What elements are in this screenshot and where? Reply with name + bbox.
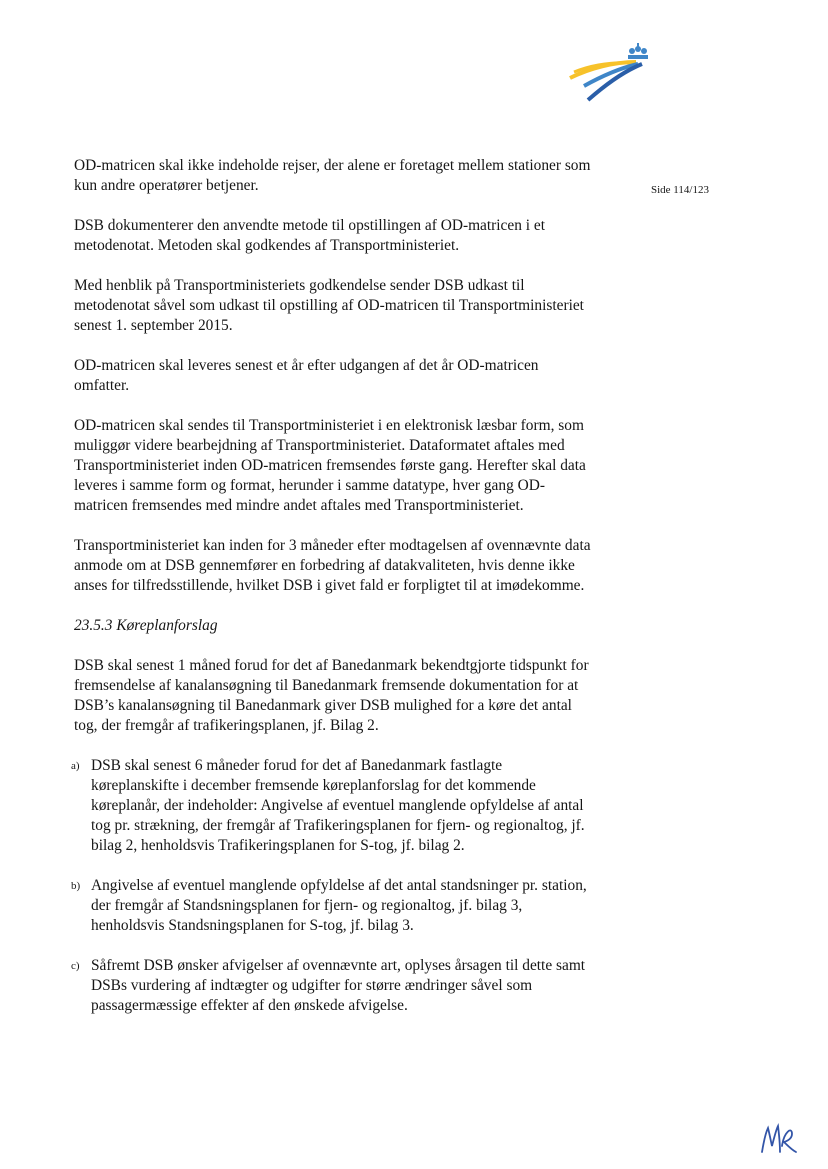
handwritten-initials-icon bbox=[758, 1116, 798, 1158]
paragraph: OD-matricen skal ikke indeholde rejser, der alene er foretaget mellem stationer som kun andre operatører betjener. bbox=[74, 157, 591, 194]
crown-stripes-logo-icon bbox=[566, 42, 654, 106]
paragraph: OD-matricen skal sendes til Transportministeriet i en elektronisk læsbar form, som muliggør videre bearbejdning af Transportministeriet. Dataformatet aftales med Transportministeriet inden OD-matricen fremsendes første gang. Herefter skal data leveres i samme form og format, herunder i samme datatype, hver gang OD-matricen fremsendes med mindre andet aftales med Transportministeriet. bbox=[74, 417, 586, 514]
list-item bbox=[71, 956, 594, 1016]
paragraph: OD-matricen skal leveres senest et år efter udgangen af det år OD-matricen omfatter. bbox=[74, 357, 539, 394]
paragraph: Transportministeriet kan inden for 3 måneder efter modtagelsen af ovennævnte data anmode om at DSB gennemfører en forbedring af datakvaliteten, hvis denne ikke anses for tilfredsstillende, hvilket DSB i givet fald er forpligtet til at imødekomme. bbox=[74, 537, 591, 594]
section-heading: 23.5.3 Køreplanforslag bbox=[74, 617, 218, 634]
list-marker: c) bbox=[71, 960, 80, 972]
list-marker: b) bbox=[71, 880, 81, 892]
paragraph: DSB dokumenterer den anvendte metode til opstillingen af OD-matricen i et metodenotat. Metoden skal godkendes af Transportministeriet. bbox=[74, 217, 545, 254]
document-body bbox=[71, 156, 594, 1036]
section-intro: DSB skal senest 1 måned forud for det af Banedanmark bekendtgjorte tidspunkt for fremsendelse af kanalansøgning til Banedanmark fremsende dokumentation for at DSB’s kanalansøgning til Banedanmark giver DSB mulighed for a køre det antal tog, der fremgår af trafikeringsplanen, jf. Bilag 2. bbox=[74, 657, 589, 734]
list-item-text: Angivelse af eventuel manglende opfyldelse af det antal standsninger pr. station, der fremgår af Standsningsplanen for fjern- og regionaltog, jf. bilag 3, henholdsvis Standsningsplanen for S-tog, jf. bilag 3. bbox=[91, 877, 587, 934]
list-item bbox=[71, 756, 594, 856]
list-marker: a) bbox=[71, 760, 80, 772]
paragraph: Med henblik på Transportministeriets godkendelse sender DSB udkast til metodenotat såvel som udkast til opstilling af OD-matricen til Transportministeriet senest 1. september 2015. bbox=[74, 277, 584, 334]
list-item-text: Såfremt DSB ønsker afvigelser af ovennævnte art, oplyses årsagen til dette samt DSBs vurdering af indtægter og udgifter for større ændringer såvel som passagermæssige effekter af den ønskede afvigelse. bbox=[91, 957, 586, 1014]
list-item-text: DSB skal senest 6 måneder forud for det af Banedanmark fastlagte køreplanskifte i december fremsende køreplanforslag for det kommende køreplanår, der indeholder: Angivelse af eventuel manglende opfyldelse af antal tog pr. strækning, der fremgår af Trafikeringsplanen for fjern- og regionaltog, jf. bilag 2, henholdsvis Trafikeringsplanen for S-tog, jf. bilag 2. bbox=[91, 757, 585, 854]
list-item bbox=[71, 876, 594, 936]
page-number: Side 114/123 bbox=[651, 184, 709, 196]
